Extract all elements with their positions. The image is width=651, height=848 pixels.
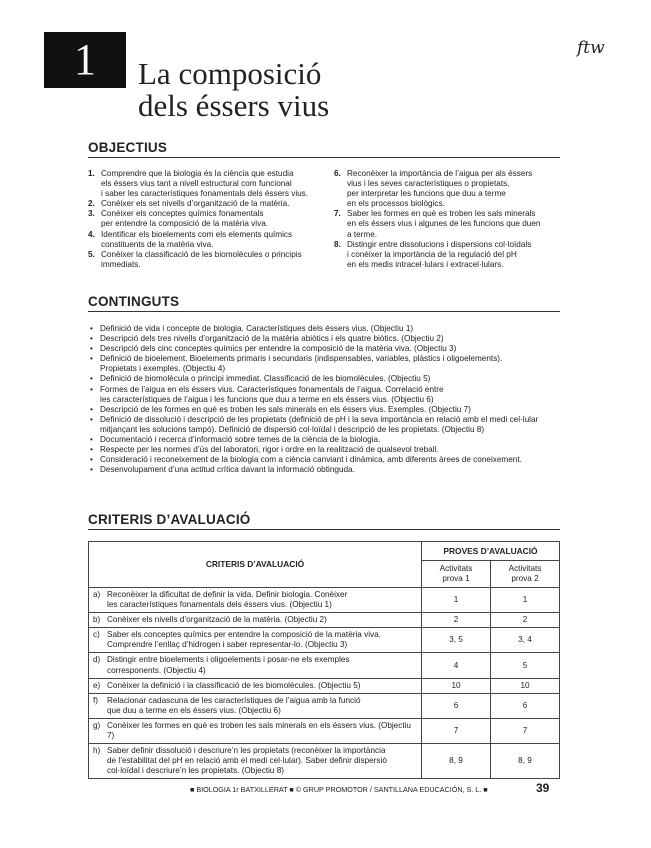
table-row — [89, 588, 560, 613]
objective-item — [88, 209, 328, 229]
criterion-letter: a) — [93, 590, 101, 599]
criterion-cell — [89, 653, 422, 678]
criterion-text-line: Saber els conceptes químics per entendre la composició de la matèria viva. — [107, 630, 381, 640]
continguts-heading: CONTINGUTS — [88, 294, 180, 309]
criterion-cell — [89, 588, 422, 613]
proves-column-header: PROVES D’AVALUACIÓ — [422, 542, 560, 561]
col-prova-2-line-2: prova 2 — [511, 574, 539, 583]
objective-number: 5. — [88, 249, 95, 259]
content-text-line: • Respecte per les normes d’ús del laboratori, rigor i ordre en la realització de qualsevol treball. — [100, 445, 439, 455]
criterion-text-line: Conèixer les formes en què es troben les sals minerals en els éssers vius. (Objectiu 7) — [107, 720, 411, 741]
content-item — [90, 465, 570, 475]
objective-text-line: Reconèixer la importància de l’aigua per als éssers — [347, 169, 533, 178]
criterion-letter: b) — [93, 615, 101, 625]
criterion-cell — [89, 628, 422, 653]
table-row — [89, 628, 560, 653]
col-prova-1-line-1: Activitats — [439, 563, 473, 573]
criteris-heading: CRITERIS D’AVALUACIÓ — [88, 512, 251, 527]
objective-text-line: Conèixer els set nivells d’organització de la matèria. — [101, 199, 290, 209]
objective-text-line: a terme. — [347, 229, 378, 239]
objective-number: 6. — [334, 169, 341, 178]
prova-1-value: 6 — [422, 693, 491, 718]
objective-text-line: per entendre la composició de la matèria viva. — [101, 219, 269, 229]
criterion-text — [107, 696, 361, 716]
objective-number: 8. — [334, 239, 341, 249]
content-text-line: mitjançant les solucions tampó). Definició de dispersió col·loïdal i descripció de les propietats. (Objectiu 8) — [100, 424, 485, 434]
content-item — [90, 385, 570, 405]
criterion-text-line: corresponents. (Objectiu 4) — [107, 665, 206, 675]
content-text-line: • Desenvolupament d’una actitud crítica davant la informació obtinguda. — [100, 465, 355, 475]
objective-text-line: constituents de la matèria viva. — [101, 239, 214, 249]
objective-number: 2. — [88, 199, 95, 209]
col-prova-2-header — [491, 561, 560, 588]
prova-2-value: 3, 4 — [491, 628, 560, 653]
prova-1-value: 1 — [422, 588, 491, 613]
content-text-line: • Formes de l’aigua en els éssers vius. Característiques fonamentals de l’aigua. Correlació entre — [100, 384, 444, 394]
objective-text-line: Identificar els bioelements com els elements químics — [101, 229, 293, 239]
criteris-rule — [88, 529, 560, 530]
content-item — [90, 374, 570, 384]
prova-2-value: 1 — [491, 588, 560, 613]
content-item — [90, 435, 570, 445]
content-text-line: • Definició de dissolució i descripció de les propietats (definició de pH i la seva importància en relació amb el medi cel·lular — [100, 414, 539, 424]
prova-2-value: 2 — [491, 613, 560, 628]
criterion-wrap — [93, 721, 417, 741]
prova-2-value: 8, 9 — [491, 744, 560, 779]
col-prova-1-line-2: prova 1 — [442, 574, 470, 583]
table-row — [89, 678, 560, 693]
criterion-cell — [89, 613, 422, 628]
criterion-text — [107, 721, 417, 741]
footer-text: ■ BIOLOGIA 1r BATXILLERAT ■ © GRUP PROMOTOR / SANTILLANA EDUCACIÓN, S. L. ■ — [190, 785, 488, 794]
criterion-text — [107, 590, 347, 610]
criterion-letter: g) — [93, 720, 101, 730]
objective-number: 3. — [88, 209, 95, 219]
content-text-line: • Definició de bioelement. Bioelements primaris i secundaris (indispensables, variables, plàstics i oligoelements). — [100, 354, 503, 364]
criterion-text-line: de l’estabilitat del pH en relació amb el medi cel·lular). Saber definir dispersió — [107, 756, 387, 766]
objective-text-line: Distingir entre dissolucions i dispersions col·loïdals — [347, 239, 532, 249]
table-row — [89, 693, 560, 718]
criterion-cell — [89, 718, 422, 743]
prova-1-value: 7 — [422, 718, 491, 743]
criterion-text-line: col·loïdal i descriure’n les propietats. (Objectiu 8) — [107, 766, 285, 776]
col-prova-1-header — [422, 561, 491, 588]
objective-text-line: els éssers vius tant a nivell estructural com funcional — [101, 179, 292, 189]
chapter-title — [138, 58, 329, 122]
criterion-text — [107, 655, 350, 675]
content-text-line: • Descripció de les formes en què es troben les sals minerals en els éssers vius. Exemples. (Objectiu 7) — [100, 404, 471, 414]
content-text-line: • Documentació i recerca d’informació sobre temes de la ciència de la biologia. — [100, 435, 381, 445]
objective-item — [334, 209, 574, 239]
criterion-wrap — [93, 590, 417, 610]
prova-2-value: 10 — [491, 678, 560, 693]
prova-2-value: 5 — [491, 653, 560, 678]
criterion-cell — [89, 693, 422, 718]
criterion-cell — [89, 744, 422, 779]
content-text-line: • Descripció dels tres nivells d’organització de la matèria abiòtics i els quatre biòtics. (Objectiu 2) — [100, 334, 444, 344]
objectius-left-column — [88, 169, 328, 270]
objective-text-line: Saber les formes en què es troben les sals minerals — [347, 209, 536, 219]
objective-text-line: en els éssers vius i algunes de les funcions que duen — [347, 219, 541, 229]
objective-text-line: immediats. — [101, 259, 141, 269]
criterion-wrap — [93, 681, 417, 691]
content-text-line: • Consideració i reconeixement de la biologia com a ciència canviant i dinàmica, amb diferents àrees de coneixement. — [100, 455, 522, 465]
objective-text-line: i conèixer la importància de la regulació del pH — [347, 249, 517, 259]
col-prova-2-line-1: Activitats — [508, 563, 542, 573]
table-row — [89, 653, 560, 678]
criteris-column-header: CRITERIS D’AVALUACIÓ — [89, 542, 422, 588]
criterion-wrap — [93, 630, 417, 650]
criterion-letter: e) — [93, 680, 101, 690]
continguts-rule — [88, 311, 560, 312]
criterion-text — [107, 746, 387, 776]
objective-item — [88, 199, 328, 209]
objectius-rule — [88, 157, 560, 158]
criterion-letter: f) — [93, 695, 99, 705]
criterion-text-line: Conèixer la definició i la classificació de les biomolècules. (Objectiu 5) — [107, 680, 361, 690]
content-item — [90, 415, 570, 435]
objective-item — [334, 169, 574, 209]
prova-1-value: 10 — [422, 678, 491, 693]
criterion-text — [107, 615, 327, 625]
content-text-line: les característiques de l’aigua i les funcions que duu a terme en els éssers vius. (Objectiu 6) — [100, 394, 434, 404]
content-text-line: Propietats i exemples. (Objectiu 4) — [100, 364, 226, 374]
table-header-row — [89, 542, 560, 561]
page-number: 39 — [536, 781, 550, 795]
objective-number: 1. — [88, 169, 95, 178]
content-item — [90, 354, 570, 374]
table-row — [89, 744, 560, 779]
objective-text-line: Comprendre que la biologia és la ciència que estudia — [101, 169, 294, 178]
objective-number: 4. — [88, 229, 95, 239]
criterion-letter: h) — [93, 746, 101, 756]
objective-text-line: Conèixer els conceptes químics fonamentals — [101, 209, 264, 219]
criterion-text-line: Distingir entre bioelements i oligoelements i posar-ne els exemples — [107, 655, 350, 665]
criterion-text-line: les característiques fonamentals dels éssers vius. (Objectiu 1) — [107, 600, 332, 610]
content-item — [90, 405, 570, 415]
objective-number: 7. — [334, 209, 341, 219]
prova-2-value: 6 — [491, 693, 560, 718]
content-item — [90, 455, 570, 465]
prova-1-value: 3, 5 — [422, 628, 491, 653]
criterion-wrap — [93, 696, 417, 716]
objective-text-line: en els medis intracel·lulars i extracel·lulars. — [347, 259, 504, 269]
criterion-cell — [89, 678, 422, 693]
objective-text-line: en els processos biològics. — [347, 199, 445, 209]
criterion-text — [107, 630, 381, 650]
content-text-line: • Definició de vida i concepte de biologia. Característiques dels éssers vius. (Objectiu 1) — [100, 324, 414, 333]
prova-1-value: 8, 9 — [422, 744, 491, 779]
chapter-number-box: 1 — [44, 32, 126, 88]
objective-text-line: Conèixer la classificació de les biomolècules o principis — [101, 249, 302, 259]
prova-2-value: 7 — [491, 718, 560, 743]
prova-1-value: 4 — [422, 653, 491, 678]
objective-text-line: i saber les característiques fonamentals dels éssers vius. — [101, 189, 309, 199]
criterion-text-line: Reconèixer la dificultat de definir la vida. Definir biologia. Conèixer — [107, 590, 348, 599]
content-item — [90, 334, 570, 344]
content-item — [90, 324, 570, 334]
objective-text-line: per interpretar les funcions que duu a terme — [347, 189, 506, 199]
content-item — [90, 344, 570, 354]
objective-text-line: vius i les seves característiques o propietats, — [347, 179, 510, 189]
criterion-text-line: Relacionar cadascuna de les característiques de l’aigua amb la funció — [107, 695, 361, 705]
criterion-text-line: Comprendre l’enllaç d’hidrogen i saber representar-lo. (Objectiu 3) — [107, 640, 348, 650]
content-text-line: • Definició de biomolècula o principi immediat. Classificació de les biomolècules. (Objectiu 5) — [100, 374, 431, 384]
criterion-letter: c) — [93, 630, 100, 640]
criterion-text-line: Conèixer els nivells d’organització de la matèria. (Objectiu 2) — [107, 615, 327, 625]
criterion-letter: d) — [93, 655, 101, 665]
criterion-text-line: que duu a terme en els éssers vius. (Objectiu 6) — [107, 705, 281, 715]
chapter-title-line-2: dels éssers vius — [138, 88, 330, 123]
continguts-list — [90, 324, 570, 475]
criterion-text — [107, 681, 360, 691]
prova-1-value: 2 — [422, 613, 491, 628]
objectius-right-column — [334, 169, 574, 270]
objective-item — [88, 230, 328, 250]
objective-item — [88, 169, 328, 199]
objective-item — [334, 240, 574, 270]
criterion-wrap — [93, 615, 417, 625]
chapter-title-line-1: La composició — [138, 56, 322, 91]
content-text-line: • Descripció dels cinc conceptes químics per entendre la composició de la matèria viva. (Objectiu 3) — [100, 344, 457, 354]
criterion-wrap — [93, 746, 417, 776]
table-row — [89, 718, 560, 743]
criterion-text-line: Saber definir dissolució i descriure’n les propietats (reconèixer la importància — [107, 746, 386, 756]
criterion-wrap — [93, 655, 417, 675]
objectius-heading: OBJECTIUS — [88, 140, 168, 155]
objective-item — [88, 250, 328, 270]
criteris-table — [88, 541, 560, 779]
content-item — [90, 445, 570, 455]
table-row — [89, 613, 560, 628]
handwritten-note: ftw — [577, 38, 605, 58]
